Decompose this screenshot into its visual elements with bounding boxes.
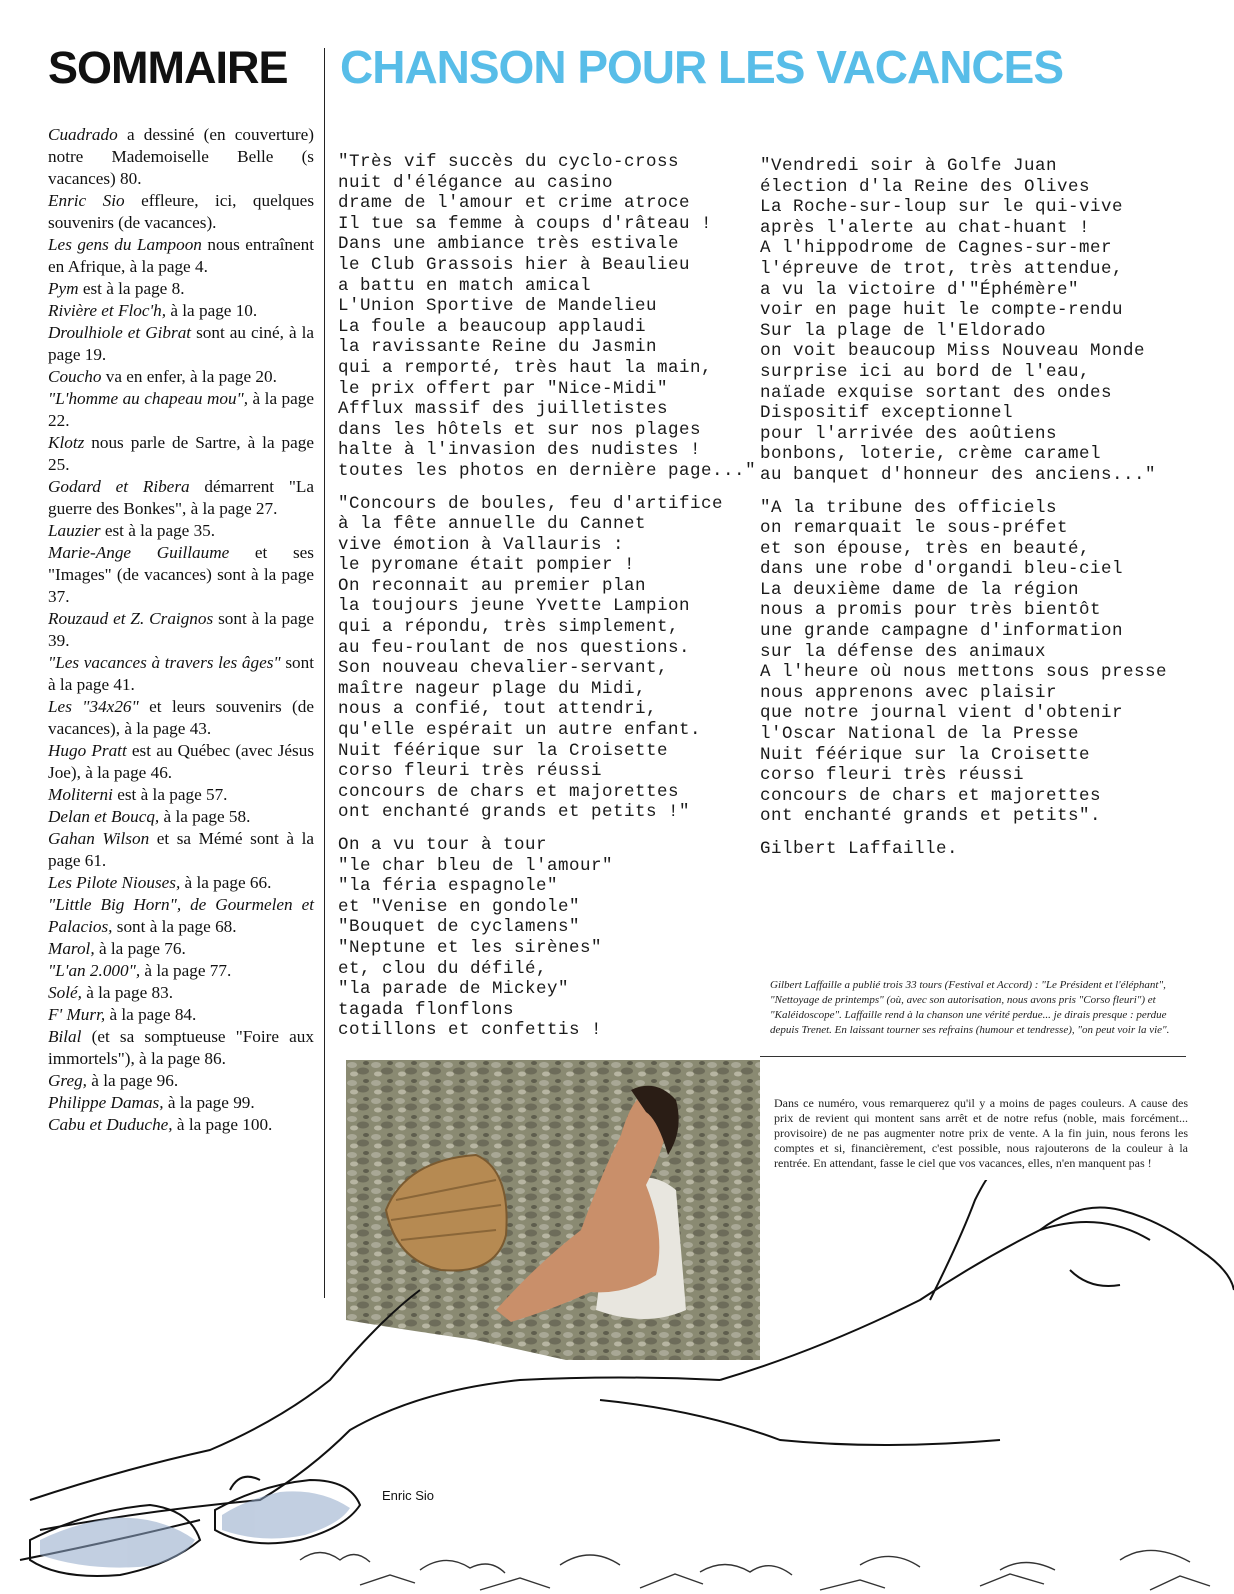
lyric-line: dans les hôtels et sur nos plages [338,419,702,440]
summary-entry [48,366,314,388]
summary-entry [48,300,314,322]
summary-entry [48,608,314,652]
lyric-line: "Bouquet de cyclamens" [338,917,581,938]
summary-entry [48,960,314,982]
summary-entry-name: Pym [48,279,79,298]
lyric-line: "la parade de Mickey" [338,979,570,1000]
summary-entry-name: Enric Sio [48,191,125,210]
lyric-line: qui a répondu, très simplement, [338,617,680,638]
lyric-line: A l'heure où nous mettons sous presse [760,662,1168,683]
lyric-line: qu'elle espérait un autre enfant. [338,720,702,741]
lyric-line: bonbons, loterie, crème caramel [760,444,1102,465]
lyric-line: après l'alerte au chat-huant ! [760,217,1091,238]
stanza [760,839,1167,860]
lyric-line: corso fleuri très réussi [760,765,1025,786]
lyric-line: on remarquait le sous-préfet [760,518,1069,539]
song-lyrics-column-2 [760,156,1167,872]
lyric-line: halte à l'invasion des nudistes ! [338,440,702,461]
summary-entry [48,542,314,608]
lyric-line: La Roche-sur-loup sur le qui-vive [760,197,1124,218]
summary-entry-text: est au Québec (avec Jésus Joe), à la page 46. [48,741,315,782]
summary-entry-text: (et sa somptueuse "Foire aux immortels"), à la page 86. [48,1027,314,1068]
lyric-line: nous a confié, tout attendri, [338,699,658,720]
lyric-line: Gilbert Laffaille. [760,839,959,859]
summary-entry [48,894,314,938]
lyric-line: le Club Grassois hier à Beaulieu [338,254,691,275]
summary-entry-name: Cabu et Duduche, [48,1115,173,1134]
lyric-line: tagada flonflons [338,999,515,1020]
summary-entry-name: Droulhiole et Gibrat [48,323,192,342]
lyric-line: l'épreuve de trot, très attendue, [760,258,1124,279]
lyric-line: concours de chars et majorettes [338,781,680,802]
lyric-line: une grande campagne d'information [760,621,1124,642]
summary-entry-text: démarrent "La guerre des Bonkes", à la page 27. [48,477,314,518]
lyric-line: cotillons et confettis ! [338,1020,603,1041]
summary-entry-text: sont à la page 68. [112,917,237,936]
summary-entry-text: à la page 58. [159,807,251,826]
summary-entry-name: "L'homme au chapeau mou", [48,389,249,408]
lyric-line: nous a promis pour très bientôt [760,600,1102,621]
summary-entry-text: est à la page 57. [112,785,228,804]
summary-entry-name: Philippe Damas, [48,1093,164,1112]
lyric-line: Son nouveau chevalier-servant, [338,658,669,679]
lyric-line: et, clou du défilé, [338,958,548,979]
summary-entry-name: Solé, [48,983,82,1002]
summary-entry-text: sont à la page 39. [48,609,314,650]
summary-entry-text: et ses "Images" (de vacances) sont à la page 37. [48,543,314,606]
lyric-line: "Vendredi soir à Golfe Juan [760,156,1058,176]
summary-entry [48,740,314,784]
summary-entry [48,1092,314,1114]
summary-entry-text: nous entraînent en Afrique, à la page 4. [48,235,314,276]
summary-entry [48,476,314,520]
summary-entry-text: va en enfer, à la page 20. [101,367,277,386]
lyric-line: Dispositif exceptionnel [760,403,1014,424]
lyric-line: Afflux massif des juilletistes [338,399,669,420]
summary-entry-text: à la page 77. [140,961,232,980]
lyric-line: On reconnait au premier plan [338,575,647,596]
lyric-line: sur la défense des animaux [760,641,1047,662]
summary-entry [48,784,314,806]
summary-entry-text: nous parle de Sartre, à la page 25. [48,433,314,474]
summary-entry-name: Coucho [48,367,102,386]
lyric-line: on voit beaucoup Miss Nouveau Monde [760,341,1146,362]
summary-entry-text: à la page 84. [105,1005,197,1024]
lyric-line: nuit d'élégance au casino [338,172,614,193]
lyric-line: qui a remporté, très haut la main, [338,357,713,378]
lyric-line: a vu la victoire d'"Éphémère" [760,279,1080,300]
summary-entry-name: Marol, [48,939,95,958]
summary-entry-name: F' Murr, [48,1005,106,1024]
lyric-line: drame de l'amour et crime atroce [338,193,691,214]
summary-entry-text: à la page 10. [166,301,258,320]
lyric-line: ont enchanté grands et petits !" [338,802,691,823]
summary-entry-name: Rouzaud et Z. Craignos [48,609,214,628]
summary-entry [48,322,314,366]
lyric-line: concours de chars et majorettes [760,785,1102,806]
summary-entry-text: à la page 22. [48,389,315,430]
author-caption: Gilbert Laffaille a publié trois 33 tours (Festival et Accord) : "Le Président et l'éléphant", "Nettoyage de printemps" (où, avec son autorisation, nous avons pris "Corso fleuri") et "Kaléidoscope". Laffaille rend à la chanson une vérité perdue... je dirais presque : perdue depuis Trenet. En laissant tourner ses refrains (humour et tendresse), "on peut voir la vie". [770,979,1170,1036]
summary-entry-name: Les "34x26" [48,697,139,716]
summary-entry [48,938,314,960]
lyric-line: Il tue sa femme à coups d'râteau ! [338,213,713,234]
lyric-line: A l'hippodrome de Cagnes-sur-mer [760,238,1113,259]
lyric-line: dans une robe d'organdi bleu-ciel [760,559,1124,580]
summary-entry-name: Klotz [48,433,85,452]
sommaire-title: SOMMAIRE [48,42,288,93]
summary-entry-text: est à la page 8. [78,279,185,298]
lyric-line: l'Oscar National de la Presse [760,724,1080,745]
lyric-line: que notre journal vient d'obtenir [760,703,1124,724]
summary-entry-name: Delan et Boucq, [48,807,160,826]
lyric-line: à la fête annuelle du Cannet [338,514,647,535]
lyric-line: On a vu tour à tour [338,835,548,855]
summary-entry-name: "L'an 2.000", [48,961,141,980]
summary-entry-name: Rivière et Floc'h, [48,301,167,320]
summary-entry [48,1070,314,1092]
summary-entry [48,234,314,278]
summary-entry-name: Gahan Wilson [48,829,150,848]
lyric-line: naïade exquise sortant des ondes [760,382,1113,403]
summary-entry [48,388,314,432]
lyric-line: "Très vif succès du cyclo-cross [338,152,680,172]
lyric-line: Dans une ambiance très estivale [338,234,680,255]
summary-entry [48,652,314,696]
summary-entry-text: sont à la page 41. [48,653,315,694]
stanza [338,835,756,1041]
lyric-line: et "Venise en gondole" [338,896,581,917]
summary-entry-text: et leurs souvenirs (de vacances), à la page 43. [48,697,314,738]
lyric-line: au banquet d'honneur des anciens..." [760,464,1157,485]
song-lyrics-column-1 [338,152,756,1053]
lyric-line: corso fleuri très réussi [338,761,603,782]
summary-entry [48,982,314,1004]
summary-entry [48,432,314,476]
lyric-line: ont enchanté grands et petits". [760,806,1102,827]
lyric-line: Nuit féérique sur la Croisette [760,744,1091,765]
lyric-line: La deuxième dame de la région [760,579,1080,600]
editorial-notice: Dans ce numéro, vous remarquerez qu'il y a moins de pages couleurs. A cause des prix de revient qui montent sans arrêt et de notre refus (noble, mais forcément... provisoire) de ne pas augmenter notre prix de vente. A la fin juin, nous ferons les comptes et si, financièrement, c'est possible, nous rajouterons de la couleur à la rentrée. En attendant, fasse le ciel que vos vacances, elles, n'en manquent pas ! [774,1096,1188,1170]
stanza [760,498,1167,828]
summary-entry-name: Greg, [48,1071,87,1090]
summary-entry-name: Les gens du Lampoon [48,235,202,254]
summary-entry-text: à la page 76. [94,939,186,958]
lyric-line: élection d'la Reine des Olives [760,176,1091,197]
summary-entry [48,1026,314,1070]
lyric-line: et son épouse, très en beauté, [760,538,1091,559]
summary-entry-name: "Little Big Horn", de Gourmelen et Palacios, [48,895,314,936]
lyric-line: surprise ici au bord de l'eau, [760,361,1091,382]
article-title: CHANSON POUR LES VACANCES [340,41,1063,93]
lyric-line: Sur la plage de l'Eldorado [760,320,1047,341]
summary-entry-text: à la page 66. [180,873,272,892]
reclining-figure-illustration [0,1180,1234,1594]
table-of-contents [48,124,314,1136]
lyric-line: Nuit féérique sur la Croisette [338,740,669,761]
summary-entry [48,124,314,190]
summary-entry-name: Hugo Pratt [48,741,127,760]
lyric-line: pour l'arrivée des aoûtiens [760,423,1058,444]
illustrator-signature: Enric Sio [382,1488,435,1503]
summary-entry [48,1004,314,1026]
summary-entry-name: Bilal [48,1027,82,1046]
summary-entry [48,278,314,300]
summary-entry-text: sont au ciné, à la page 19. [48,323,314,364]
lyric-line: voir en page huit le compte-rendu [760,300,1124,321]
lyric-line: "A la tribune des officiels [760,497,1058,518]
summary-entry-text: à la page 96. [86,1071,179,1090]
summary-entry-text: est à la page 35. [100,521,216,540]
summary-entry-text: effleure, ici, quelques souvenirs (de vacances). [48,191,315,232]
summary-entry-text: à la page 99. [163,1093,255,1112]
summary-entry-name: "Les vacances à travers les âges" [48,653,281,672]
summary-entry-text: à la page 100. [172,1115,273,1134]
lyric-line: La foule a beaucoup applaudi [338,316,647,337]
caption-divider [760,1056,1186,1057]
lyric-line: au feu-roulant de nos questions. [338,637,691,658]
summary-entry [48,190,314,234]
lyric-line: toutes les photos en dernière page..." [338,460,757,481]
lyric-line: L'Union Sportive de Mandelieu [338,296,658,317]
summary-entry [48,1114,314,1136]
summary-entry-text: à la page 83. [81,983,174,1002]
lyric-line: nous apprenons avec plaisir [760,682,1058,703]
stanza [760,156,1167,486]
lyric-line: maître nageur plage du Midi, [338,678,647,699]
summary-entry-name: Moliterni [48,785,113,804]
summary-entry-name: Lauzier [48,521,101,540]
summary-entry [48,806,314,828]
summary-entry-text: a dessiné (en couverture) notre Mademoiselle Belle (s vacances) 80. [48,125,314,188]
lyric-line: a battu en match amical [338,275,592,296]
stanza [338,494,756,824]
summary-entry [48,520,314,542]
lyric-line: la ravissante Reine du Jasmin [338,337,658,358]
summary-entry-name: Les Pilote Niouses, [48,873,181,892]
lyric-line: le pyromane était pompier ! [338,555,636,576]
lyric-line: "Concours de boules, feu d'artifice [338,493,724,514]
summary-entry-text: et sa Mémé sont à la page 61. [48,829,314,870]
lyric-line: la toujours jeune Yvette Lampion [338,596,691,617]
lyric-line: le prix offert par "Nice-Midi" [338,378,669,399]
lyric-line: "la féria espagnole" [338,876,559,897]
summary-entry-name: Marie-Ange Guillaume [48,543,230,562]
summary-entry-name: Godard et Ribera [48,477,190,496]
lyric-line: "le char bleu de l'amour" [338,855,614,876]
lyric-line: vive émotion à Vallauris : [338,534,625,555]
summary-entry [48,828,314,872]
stanza [338,152,756,482]
column-divider [324,48,325,1298]
summary-entry-name: Cuadrado [48,125,118,144]
lyric-line: "Neptune et les sirènes" [338,937,603,958]
summary-entry [48,696,314,740]
summary-entry [48,872,314,894]
